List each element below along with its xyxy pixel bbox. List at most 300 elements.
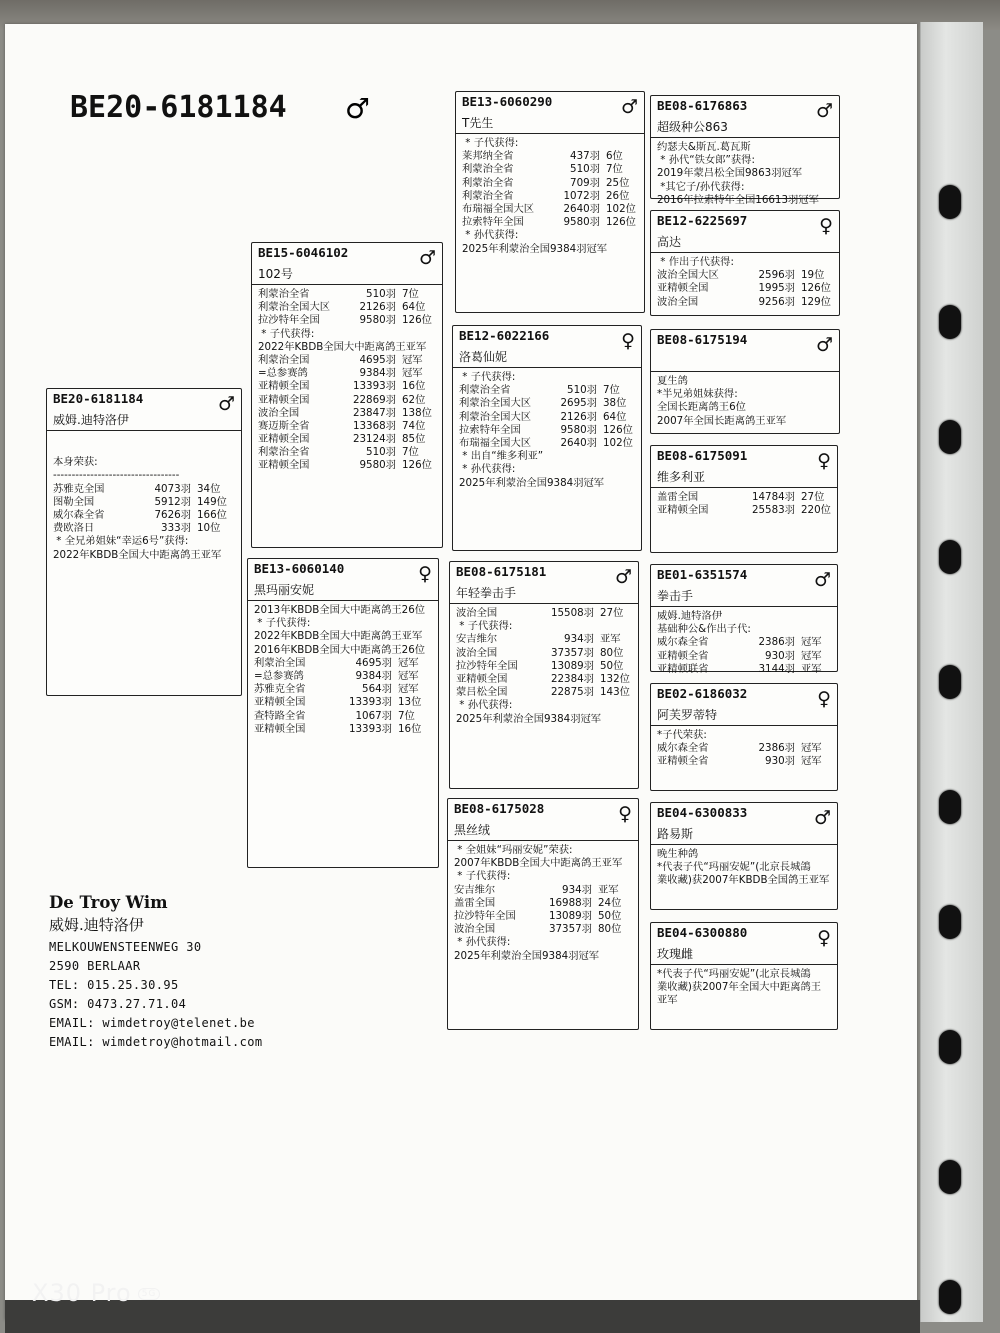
pigeon-name: 超级种公863 [657, 120, 728, 134]
binder-hole [939, 305, 961, 339]
male-symbol-icon: ♂ [813, 807, 831, 829]
result-line: 晚生种鸽 [657, 848, 699, 860]
pedigree-card [650, 210, 840, 316]
result-line [258, 446, 438, 459]
result-line [456, 633, 634, 646]
result-line [53, 522, 237, 535]
card-body [651, 488, 837, 517]
result-line [657, 504, 833, 517]
placement: 冠军 [801, 742, 822, 755]
ring-number: BE08-6176863 [657, 98, 748, 113]
race-name: 赛迈斯全省 [258, 419, 310, 432]
result-line [657, 742, 833, 755]
result-line [456, 607, 634, 620]
placement: 冠军 [402, 353, 423, 366]
result-line: 本身荣获: [53, 456, 98, 469]
race-name: 亚精顿全省 [657, 649, 709, 662]
race-name: 拉沙特年全国 [456, 659, 518, 672]
result-line [254, 696, 434, 709]
result-line [657, 282, 835, 295]
placement: 50位 [600, 659, 624, 672]
male-symbol-icon: ♂ [813, 569, 831, 591]
bird-count: 1995羽 [758, 282, 795, 295]
placement: 62位 [402, 393, 426, 406]
bird-count: 7626羽 [154, 508, 191, 521]
race-name: 波治全国 [454, 923, 496, 936]
card-body [651, 607, 837, 676]
race-name: 波治全国 [258, 406, 300, 419]
bird-count: 437羽 [570, 150, 600, 163]
pedigree-card [46, 388, 242, 696]
race-name: 查特路全省 [254, 709, 306, 722]
placement: 26位 [606, 189, 630, 202]
bird-count: 13089羽 [550, 659, 594, 672]
contact-line: 2590 BERLAAR [49, 959, 141, 973]
result-line [258, 314, 438, 327]
race-name: 波治全国 [456, 607, 498, 619]
result-line: 基础种公&作出子代: [657, 623, 751, 636]
placement: 34位 [197, 482, 221, 495]
pedigree-card [650, 564, 838, 675]
bird-count: 9580羽 [563, 216, 600, 229]
result-line [462, 150, 640, 163]
result-line: * 子代获得: [254, 617, 311, 630]
race-name: 利蒙治全省 [462, 176, 514, 189]
card-body [651, 372, 839, 428]
placement: 129位 [801, 295, 831, 308]
binder-hole [939, 790, 961, 824]
result-line: 業收藏)获2007年全国大中距离鸽王 [657, 981, 822, 994]
result-line: ---------------------------------- [53, 469, 180, 482]
race-name: 亚精顿全国 [258, 459, 310, 472]
result-line: * 孙代“铁女郎”获得: [657, 154, 755, 167]
pigeon-name: 102号 [258, 267, 293, 281]
race-name: 利蒙治全省 [462, 163, 514, 176]
card-body [453, 368, 641, 490]
race-name: 布瑞福全国大区 [462, 202, 535, 215]
binder-hole [939, 1160, 961, 1194]
placement: 126位 [402, 314, 432, 327]
placement: 132位 [600, 672, 630, 685]
result-line: * 出自“维多利亚” [459, 450, 544, 463]
5g-badge-icon: 5G [138, 1288, 161, 1300]
race-name: 拉索特年全国 [459, 423, 521, 436]
placement: 85位 [402, 433, 426, 446]
result-line: 亚军 [657, 994, 678, 1007]
race-name: 威尔森全省 [53, 508, 105, 521]
placement: 10位 [197, 522, 221, 535]
result-line [459, 397, 637, 410]
pigeon-name: 路易斯 [657, 827, 694, 841]
card-body [651, 726, 837, 769]
male-symbol-icon: ♂ [345, 92, 371, 125]
placement: 亚军 [801, 662, 822, 675]
bird-count: 4695羽 [355, 656, 392, 669]
result-line: 2025年利蒙治全国9384羽冠军 [459, 476, 605, 489]
bird-count: 2126羽 [560, 410, 597, 423]
bird-count: 1072羽 [563, 189, 600, 202]
placement: 冠军 [398, 656, 419, 669]
placement: 19位 [801, 269, 825, 282]
result-line [258, 367, 438, 380]
race-name: 威尔森全省 [657, 636, 709, 649]
result-line [258, 301, 438, 314]
card-body [448, 841, 638, 963]
bird-count: 23847羽 [352, 406, 396, 419]
placement: 64位 [402, 301, 426, 314]
bird-count: 2386羽 [758, 742, 795, 755]
binder-hole [939, 1030, 961, 1064]
result-line [254, 670, 434, 683]
female-symbol-icon: ♀ [618, 803, 632, 825]
pigeon-name: 拳击手 [657, 589, 694, 603]
card-header [456, 92, 644, 134]
ring-number: BE12-6022166 [459, 328, 550, 343]
race-name: 利蒙治全国 [258, 353, 310, 366]
result-line: * 孙代获得: [454, 936, 511, 949]
bird-count: 510羽 [366, 288, 396, 300]
result-line [258, 407, 438, 420]
race-name: 利蒙治全省 [258, 446, 310, 459]
binder-hole [939, 185, 961, 219]
result-line: 業收藏)获2007年KBDB全国鸽王亚军 [657, 874, 830, 887]
result-line [258, 459, 438, 472]
result-line [254, 657, 434, 670]
placement: 冠军 [801, 636, 822, 649]
card-body [456, 134, 644, 256]
ring-number: BE08-6175091 [657, 448, 748, 463]
pedigree-card [650, 95, 840, 206]
pedigree-card [452, 325, 642, 551]
result-line: * 孙代获得: [462, 229, 519, 242]
bird-count: 9580羽 [560, 423, 597, 436]
result-line [254, 723, 434, 736]
female-symbol-icon: ♀ [817, 927, 831, 949]
result-line: *半兄弟姐妹获得: [657, 388, 738, 401]
ring-number: BE08-6175028 [454, 801, 545, 816]
race-name: 亚精顿全国 [657, 504, 709, 517]
pedigree-card [447, 798, 639, 1030]
pedigree-card [650, 802, 838, 910]
bird-count: 25583羽 [751, 504, 795, 517]
race-name: 利蒙治全省 [462, 189, 514, 202]
result-line: 2025年利蒙治全国9384羽冠军 [456, 712, 602, 725]
bird-count: 709羽 [570, 176, 600, 189]
ring-number: BE12-6225697 [657, 213, 748, 228]
bird-count: 564羽 [362, 683, 392, 696]
bird-count: 13393羽 [348, 722, 392, 735]
pedigree-card [251, 242, 443, 548]
placement: 冠军 [801, 649, 822, 662]
result-line: 威姆.迪特洛伊 [657, 610, 723, 622]
bird-count: 934羽 [564, 633, 594, 646]
contact-line: EMAIL: wimdetroy@hotmail.com [49, 1035, 263, 1049]
pigeon-name: 玫瑰雌 [657, 947, 694, 961]
ring-number: BE13-6060290 [462, 94, 553, 109]
card-header [651, 923, 837, 965]
result-line: 全国长距离鸽王6位 [657, 401, 746, 414]
placement: 7位 [402, 446, 419, 459]
placement: 126位 [606, 216, 636, 229]
race-name: 盖雷全国 [657, 491, 699, 503]
bird-count: 13393羽 [352, 380, 396, 393]
bird-count: 9580羽 [359, 314, 396, 327]
result-line: * 孙代获得: [459, 463, 516, 476]
placement: 27位 [801, 491, 825, 503]
binder-hole [939, 420, 961, 454]
result-line: 2007年KBDB全国大中距离鸽王亚军 [454, 857, 623, 870]
result-line [258, 354, 438, 367]
male-symbol-icon: ♂ [418, 247, 436, 269]
result-line: * 作出子代获得: [657, 256, 734, 268]
ring-number: BE13-6060140 [254, 561, 345, 576]
placement: 冠军 [402, 367, 423, 380]
race-name: 威尔森全省 [657, 742, 709, 755]
race-name: 安吉维尔 [456, 633, 498, 646]
bird-count: 37357羽 [550, 646, 594, 659]
pigeon-name: 洛葛仙妮 [459, 350, 508, 364]
bird-count: 13393羽 [348, 696, 392, 709]
result-line [657, 755, 833, 768]
bird-count: 9384羽 [359, 367, 396, 380]
bird-count: 22875羽 [550, 686, 594, 699]
result-line [657, 269, 835, 282]
pigeon-name: 高达 [657, 235, 682, 249]
race-name: 亚精顿全国 [258, 433, 310, 446]
placement: 25位 [606, 176, 630, 189]
bird-count: 2386羽 [758, 636, 795, 649]
bird-count: 15508羽 [550, 607, 594, 619]
bird-count: 930羽 [765, 649, 795, 662]
placement: 38位 [603, 397, 627, 410]
bird-count: 16988羽 [548, 896, 592, 909]
female-symbol-icon: ♀ [621, 330, 635, 352]
result-line [53, 496, 237, 509]
result-line [459, 411, 637, 424]
placement: 143位 [600, 686, 630, 699]
page-title-ring: BE20-6181184 [70, 90, 287, 125]
result-line: 2022年KBDB全国大中距离鸽王亚军 [258, 340, 427, 353]
result-line [254, 710, 434, 723]
bird-count: 4073羽 [154, 482, 191, 495]
result-line [456, 660, 634, 673]
placement: 冠军 [398, 683, 419, 696]
result-line [454, 884, 634, 897]
pigeon-name: 黑丝绒 [454, 823, 491, 837]
pigeon-name: 黑玛丽安妮 [254, 583, 315, 597]
placement: 80位 [598, 923, 622, 936]
bird-count: 22384羽 [550, 672, 594, 685]
ring-number: BE04-6300833 [657, 805, 748, 820]
race-name: 亚精顿全国 [657, 282, 709, 295]
bird-count: 13368羽 [352, 419, 396, 432]
placement: 24位 [598, 896, 622, 909]
result-line: 2025年利蒙治全国9384羽冠军 [462, 242, 608, 255]
placement: 亚军 [600, 633, 621, 646]
race-name: 利蒙治全省 [459, 384, 511, 397]
race-name: 亚精顿全国 [254, 722, 306, 735]
placement: 102位 [606, 202, 636, 215]
bird-count: 1067羽 [355, 709, 392, 722]
result-line [456, 686, 634, 699]
result-line [657, 650, 833, 663]
ring-number: BE02-6186032 [657, 686, 748, 701]
female-symbol-icon: ♀ [418, 563, 432, 585]
card-body [651, 138, 839, 207]
race-name: =总参赛鸽 [254, 669, 304, 682]
result-line [53, 483, 237, 496]
binder-hole [939, 665, 961, 699]
race-name: 利蒙治全国大区 [258, 301, 331, 314]
result-line: 2025年利蒙治全国9384羽冠军 [454, 949, 600, 962]
breeder-contact [49, 893, 263, 1049]
placement: 27位 [600, 607, 624, 619]
result-line: 2016年KBDB全国大中距离鸽王26位 [254, 643, 426, 656]
female-symbol-icon: ♀ [817, 450, 831, 472]
result-line [258, 288, 438, 301]
result-line [258, 394, 438, 407]
card-header [651, 96, 839, 138]
result-line: *其它子/孙代获得: [657, 180, 745, 193]
ring-number: BE20-6181184 [53, 391, 144, 406]
placement: 亚军 [598, 883, 619, 896]
breeder-name-en: De Troy Wim [49, 893, 168, 912]
pigeon-name: 年轻拳击手 [456, 586, 517, 600]
pigeon-name: T先生 [462, 116, 494, 130]
result-line [657, 491, 833, 504]
placement: 7位 [603, 384, 620, 397]
ring-number: BE01-6351574 [657, 567, 748, 582]
placement: 126位 [402, 459, 432, 472]
result-line: 约瑟夫&斯瓦.葛瓦斯 [657, 141, 751, 153]
bird-count: 37357羽 [548, 923, 592, 936]
race-name: 苏雅克全国 [53, 482, 105, 495]
bird-count: 23124羽 [352, 433, 396, 446]
race-name: 亚精顿联省 [657, 662, 709, 675]
result-line: 2013年KBDB全国大中距离鸽王26位 [254, 604, 426, 616]
ring-number: BE08-6175194 [657, 332, 748, 347]
result-line: 2016年拉索特年全国16613羽冠军 [657, 193, 819, 206]
race-name: 安吉维尔 [454, 883, 496, 896]
result-line [53, 509, 237, 522]
result-line: * 子代获得: [454, 870, 511, 883]
race-name: 亚精顿全国 [254, 696, 306, 709]
camera-watermark [32, 1279, 160, 1307]
result-line: 2007年全国长距离鸽王亚军 [657, 414, 787, 427]
pigeon-name: 维多利亚 [657, 470, 706, 484]
placement: 冠军 [398, 669, 419, 682]
card-body [248, 601, 438, 736]
card-header [651, 803, 837, 845]
binder-hole [939, 1280, 961, 1314]
binder-hole [939, 905, 961, 939]
ring-number: BE15-6046102 [258, 245, 349, 260]
result-line [462, 163, 640, 176]
female-symbol-icon: ♀ [817, 688, 831, 710]
bird-count: 4695羽 [359, 353, 396, 366]
result-line [456, 647, 634, 660]
bird-count: 2695羽 [560, 397, 597, 410]
result-line: 2019年蒙吕松全国9863羽冠军 [657, 167, 803, 180]
placement: 102位 [603, 436, 633, 449]
bird-count: 2126羽 [359, 301, 396, 314]
card-body [651, 845, 837, 888]
card-header [651, 684, 837, 726]
result-line [454, 910, 634, 923]
result-line [462, 177, 640, 190]
male-symbol-icon: ♂ [815, 100, 833, 122]
race-name: 亚精顿全国 [456, 672, 508, 685]
card-header [448, 799, 638, 841]
card-header [651, 211, 839, 253]
race-name: 费欧洛日 [53, 522, 95, 535]
bird-count: 510羽 [567, 384, 597, 397]
card-header [651, 565, 837, 607]
bird-count: 9256羽 [758, 295, 795, 308]
bird-count: 5912羽 [154, 495, 191, 508]
race-name: 图勒全国 [53, 495, 95, 508]
bird-count: 2640羽 [563, 202, 600, 215]
race-name: 蒙吕松全国 [456, 686, 508, 699]
result-line [462, 203, 640, 216]
result-line: * 子代获得: [459, 371, 516, 383]
pigeon-name: 威姆.迪特洛伊 [53, 413, 129, 427]
bird-count: 2596羽 [758, 269, 795, 282]
result-line [258, 420, 438, 433]
race-name: 亚精顿全国 [258, 380, 310, 393]
pedigree-card [650, 922, 838, 1030]
result-line [459, 384, 637, 397]
bird-count: 510羽 [570, 163, 600, 176]
result-line [459, 437, 637, 450]
race-name: 亚精顿全国 [258, 393, 310, 406]
result-line: * 子代获得: [258, 327, 315, 340]
result-line [657, 636, 833, 649]
card-body [450, 604, 638, 726]
result-line: * 全兄弟姐妹“幸运6号”获得: [53, 535, 189, 548]
male-symbol-icon: ♂ [620, 96, 638, 118]
contact-line: EMAIL: wimdetroy@telenet.be [49, 1016, 255, 1030]
male-symbol-icon: ♂ [614, 566, 632, 588]
result-line [454, 897, 634, 910]
bird-count: 9384羽 [355, 669, 392, 682]
race-name: 利蒙治全省 [258, 288, 310, 300]
card-body [47, 431, 241, 562]
card-header [248, 559, 438, 601]
placement: 138位 [402, 406, 432, 419]
bird-count: 333羽 [161, 522, 191, 535]
bird-count: 3144羽 [758, 662, 795, 675]
placement: 166位 [197, 508, 227, 521]
card-body [651, 965, 837, 1008]
ring-number: BE08-6175181 [456, 564, 547, 579]
race-name: 亚精顿全省 [657, 755, 709, 768]
placement: 7位 [606, 163, 623, 176]
placement: 13位 [398, 696, 422, 709]
race-name: 布瑞福全国大区 [459, 436, 532, 449]
result-line: 夏生鸽 [657, 375, 688, 387]
binder-hole [939, 540, 961, 574]
contact-line: TEL: 015.25.30.95 [49, 978, 179, 992]
race-name: 利蒙治全国大区 [459, 410, 532, 423]
race-name: 利蒙治全国大区 [459, 397, 532, 410]
bird-count: 22869羽 [352, 393, 396, 406]
card-header [450, 562, 638, 604]
male-symbol-icon: ♂ [815, 334, 833, 356]
card-body [651, 253, 839, 309]
race-name: 拉索特年全国 [462, 216, 524, 229]
male-symbol-icon: ♂ [217, 393, 235, 415]
